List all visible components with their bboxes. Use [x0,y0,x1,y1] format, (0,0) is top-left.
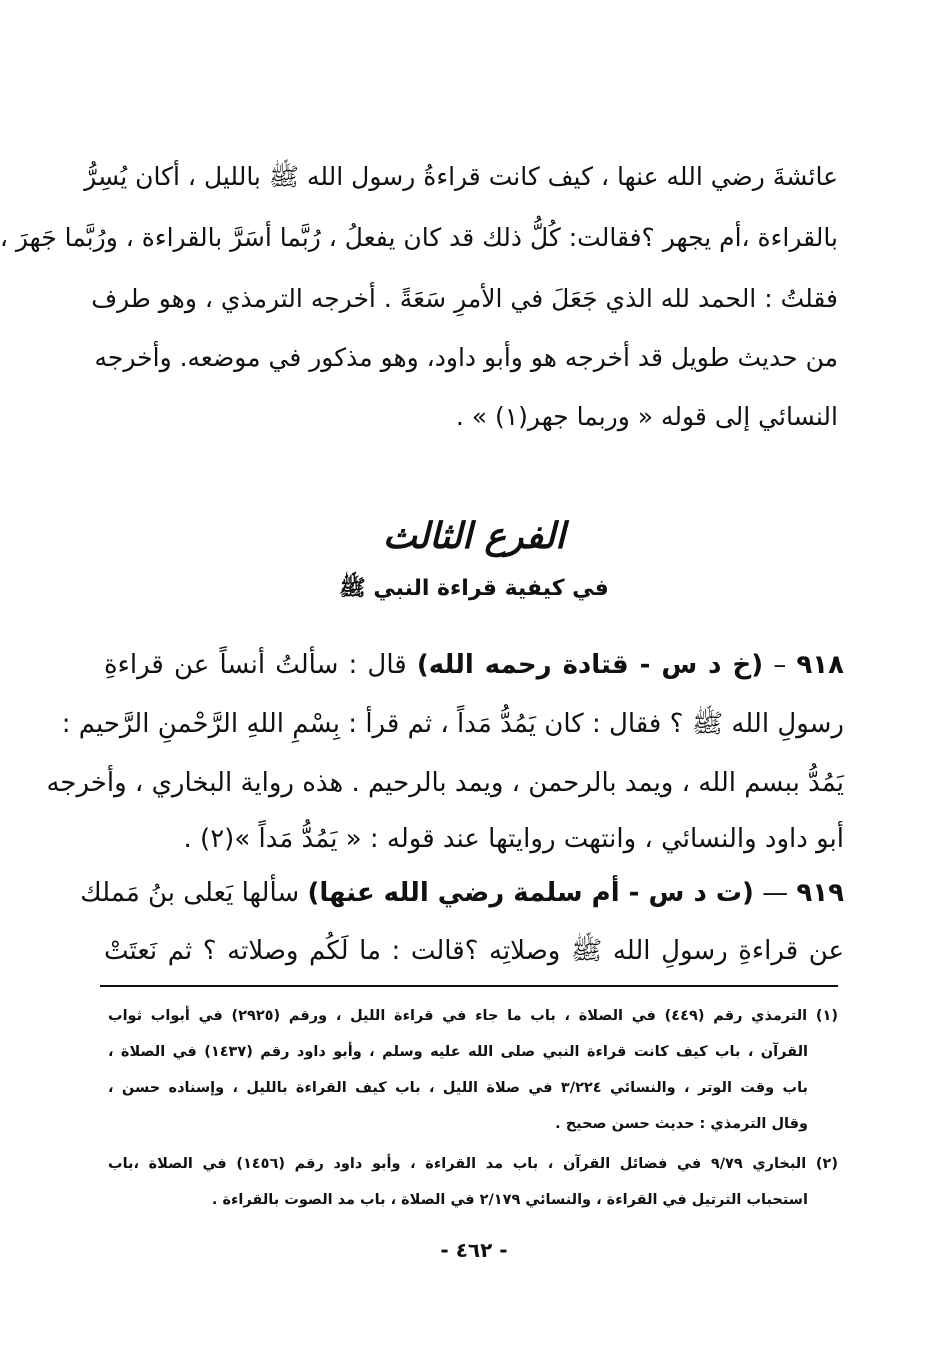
intro-line-2: بالقراءة ،أم يجهر ؟فقالت: كُلُّ ذلك قد كان يفعلُ ، رُبَّما أسَرَّ بالقراءة ، ورُبَّما جَهرَ ، [0,223,838,252]
footnote-1-line-2: القرآن ، باب كيف كانت قراءة النبي صلى الله عليه وسلم ، وأبو داود رقم (١٤٣٧) في الصلاة ، [108,1044,808,1060]
footnote-1-line-3: باب وقت الوتر ، والنسائي ٣/٢٢٤ في صلاة الليل ، باب كيف القراءة بالليل ، وإسناده حسن ، [108,1080,808,1096]
intro-line-1: عائشةَ رضي الله عنها ، كيف كانت قراءةُ رسول الله ﷺ بالليل ، أكان يُسِرُّ [84,162,838,191]
hadith-918-source: (خ د س - قتادة رحمه الله) [416,650,764,680]
hadith-919-number: ٩١٩ [796,878,844,908]
page-number: - ٤٦٢ - [440,1238,508,1262]
hadith-918-line-1: قال : سألتُ أنساً عن قراءةِ [104,650,407,680]
hadith-918-line-2: رسولِ الله ﷺ ؟ فقال : كان يَمُدُّ مَداً ، ثم قرأ : بِسْمِ اللهِ الرَّحْمنِ الرَّحيم : [61,709,844,739]
footnote-2-line-1: (٢) البخاري ٩/٧٩ في فضائل القرآن ، باب مد القراءة ، وأبو داود رقم (١٤٥٦) في الصلاة ،باب [108,1156,838,1172]
hadith-919-line-1: سألها يَعلى بنُ مَملك [80,878,300,908]
section-subtitle: في كيفية قراءة النبي ﷺ [339,576,609,601]
footnote-1-line-1: (١) الترمذي رقم (٤٤٩) في الصلاة ، باب ما جاء في قراءة الليل ، ورقم (٢٩٢٥) في أبواب ثواب [108,1008,839,1024]
intro-line-5: النسائي إلى قوله « وربما جهر(١) » . [455,402,838,431]
hadith-919-line-2: عن قراءةِ رسولِ الله ﷺ وصلاتِه ؟قالت : ما لَكُم وصلاته ؟ ثم نَعتَتْ [104,936,844,966]
footnote-2-line-2: استحباب الترتيل في القراءة ، والنسائي ٢/١٧٩ في الصلاة ، باب مد الصوت بالقراءة . [211,1192,808,1208]
hadith-919-source: (ت د س - أم سلمة رضي الله عنها) [307,878,754,908]
hadith-919-first-line: ٩١٩ — (ت د س - أم سلمة رضي الله عنها) سألها يَعلى بنُ مَملك [80,878,844,908]
hadith-918-number: ٩١٨ [796,650,845,680]
footnote-1-line-4: وقال الترمذي : حديث حسن صحيح . [555,1116,808,1132]
hadith-918-line-3: يَمُدُّ ببسم الله ، ويمد بالرحمن ، ويمد بالرحيم . هذه رواية البخاري ، وأخرجه [46,768,844,798]
hadith-918-first-line: ٩١٨ – (خ د س - قتادة رحمه الله) قال : سألتُ أنساً عن قراءةِ [104,650,845,680]
footnote-divider [100,985,838,987]
section-title: الفرع الثالث [382,515,566,557]
intro-line-3: فقلتُ : الحمد لله الذي جَعَلَ في الأمرِ سَعَةً . أخرجه الترمذي ، وهو طرف [91,284,838,313]
hadith-918-line-4: أبو داود والنسائي ، وانتهت روايتها عند قوله : « يَمُدُّ مَداً »(٢) . [183,824,844,854]
intro-line-4: من حديث طويل قد أخرجه هو وأبو داود، وهو مذكور في موضعه. وأخرجه [94,343,838,372]
